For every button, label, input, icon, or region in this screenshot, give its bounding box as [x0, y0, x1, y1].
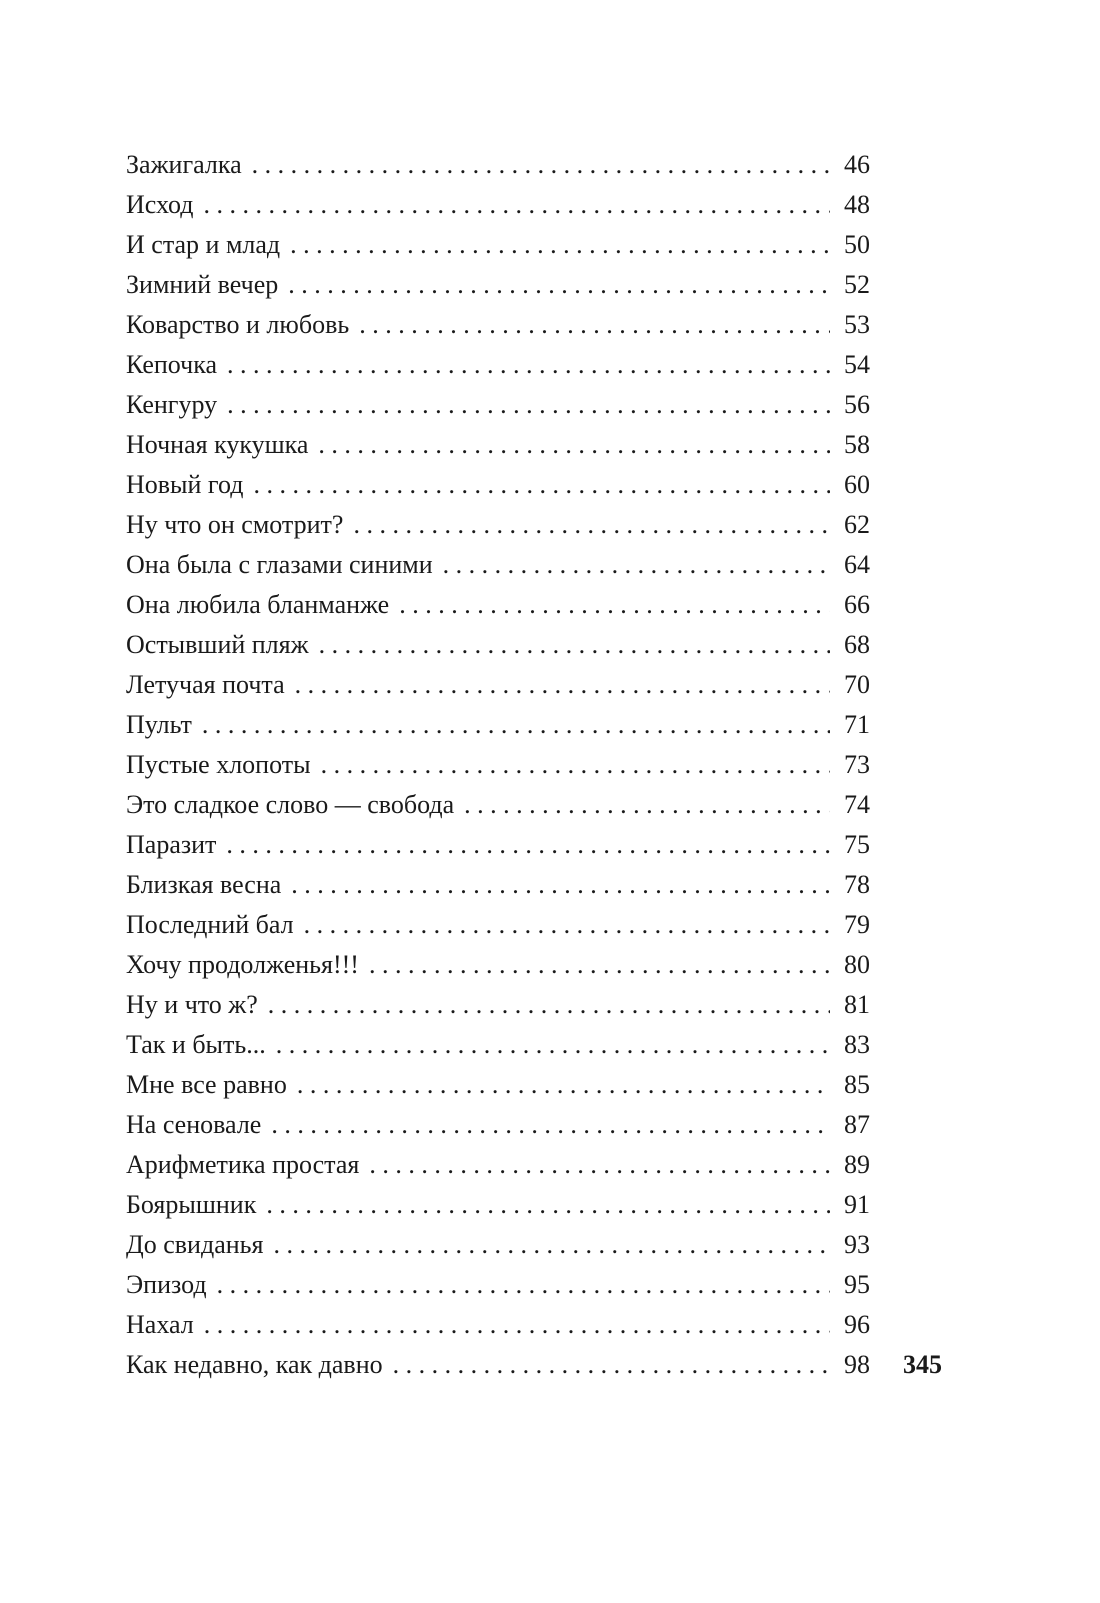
toc-entry-page: 78 — [844, 870, 870, 899]
toc-entry — [126, 545, 870, 585]
toc-entry-title: Как недавно, как давно — [126, 1350, 383, 1379]
toc-entry — [126, 505, 870, 545]
toc-entry-title: Боярышник — [126, 1190, 257, 1219]
toc-entry-page: 73 — [844, 750, 870, 779]
toc-entry-title: Последний бал — [126, 910, 294, 939]
toc-entry-title: Кенгуру — [126, 390, 218, 419]
toc-entry-title: Кепочка — [126, 350, 217, 379]
dot-leader — [321, 745, 830, 785]
toc-entry-page: 89 — [844, 1150, 870, 1179]
toc-entry — [126, 585, 870, 625]
toc-entry-title: Зимний вечер — [126, 270, 279, 299]
toc-entry-page: 70 — [844, 670, 870, 699]
dot-leader — [202, 705, 830, 745]
dot-leader — [399, 585, 830, 625]
toc-entry-title: Хочу продолженья!!! — [126, 950, 359, 979]
toc-entry — [126, 1145, 870, 1185]
toc-entry-title: Остывший пляж — [126, 630, 309, 659]
toc-entry-page: 95 — [844, 1270, 870, 1299]
toc-entry — [126, 705, 870, 745]
toc-entry — [126, 305, 870, 345]
dot-leader — [297, 1065, 830, 1105]
toc-entry-title: Пустые хлопоты — [126, 750, 311, 779]
page-number: 345 — [903, 1350, 942, 1379]
toc-entry — [126, 865, 870, 905]
dot-leader — [227, 385, 830, 425]
toc-entry — [126, 985, 870, 1025]
toc-entry-page: 98 — [844, 1350, 870, 1379]
toc-entry-page: 96 — [844, 1310, 870, 1339]
toc-entry-title: Пульт — [126, 710, 192, 739]
dot-leader — [291, 865, 830, 905]
toc-entry-title: Исход — [126, 190, 194, 219]
toc-entry-page: 56 — [844, 390, 870, 419]
dot-leader — [276, 1025, 830, 1065]
dot-leader — [318, 425, 830, 465]
toc-entry — [126, 345, 870, 385]
toc-entry — [126, 465, 870, 505]
dot-leader — [203, 185, 830, 225]
toc-entry-title: До свиданья — [126, 1230, 264, 1259]
toc-entry — [126, 1185, 870, 1225]
toc-entry-page: 74 — [844, 790, 870, 819]
dot-leader — [304, 905, 830, 945]
dot-leader — [266, 1185, 830, 1225]
toc-entry — [126, 1225, 870, 1265]
toc-entry-title: Эпизод — [126, 1270, 207, 1299]
toc-entry — [126, 385, 870, 425]
toc-entry-title: Ну и что ж? — [126, 990, 258, 1019]
dot-leader — [288, 265, 830, 305]
toc-entry-page: 71 — [844, 710, 870, 739]
toc-entry-page: 91 — [844, 1190, 870, 1219]
toc-entry-page: 54 — [844, 350, 870, 379]
dot-leader — [227, 345, 830, 385]
toc-entry-page: 50 — [844, 230, 870, 259]
toc-entry-page: 85 — [844, 1070, 870, 1099]
toc-entry-title: Коварство и любовь — [126, 310, 350, 339]
dot-leader — [359, 305, 830, 345]
dot-leader — [353, 505, 830, 545]
toc-entry-page: 58 — [844, 430, 870, 459]
toc-entry-title: Нахал — [126, 1310, 194, 1339]
dot-leader — [252, 145, 830, 185]
toc-entry — [126, 1265, 870, 1305]
toc-entry-page: 83 — [844, 1030, 870, 1059]
toc-entry-title: Мне все равно — [126, 1070, 287, 1099]
toc-entry-page: 79 — [844, 910, 870, 939]
toc-entry-title: Ну что он смотрит? — [126, 510, 344, 539]
toc-entry-page: 75 — [844, 830, 870, 859]
toc-entry-page: 62 — [844, 510, 870, 539]
dot-leader — [369, 1145, 830, 1185]
toc-entry-page: 46 — [844, 150, 870, 179]
toc-entry — [126, 225, 870, 265]
dot-leader — [369, 945, 830, 985]
toc-entry — [126, 745, 870, 785]
toc-entry-page: 66 — [844, 590, 870, 619]
toc-entry — [126, 785, 870, 825]
toc-entry — [126, 945, 870, 985]
toc-entry — [126, 1025, 870, 1065]
toc-entry — [126, 265, 870, 305]
dot-leader — [271, 1105, 830, 1145]
toc-entry-title: Зажигалка — [126, 150, 242, 179]
toc-entry-page: 52 — [844, 270, 870, 299]
toc-entry-title: Ночная кукушка — [126, 430, 309, 459]
toc-entry-title: Она любила бланманже — [126, 590, 390, 619]
toc-entry-page: 64 — [844, 550, 870, 579]
dot-leader — [464, 785, 830, 825]
toc-entry — [126, 905, 870, 945]
dot-leader — [393, 1345, 830, 1385]
dot-leader — [253, 465, 830, 505]
toc-entry-title: Паразит — [126, 830, 217, 859]
dot-leader — [295, 665, 830, 705]
toc-entry-title: Летучая почта — [126, 670, 285, 699]
toc-entry — [126, 425, 870, 465]
toc-entry — [126, 825, 870, 865]
dot-leader — [290, 225, 830, 265]
dot-leader — [268, 985, 830, 1025]
toc-entry — [126, 1305, 870, 1345]
toc-entry-page: 68 — [844, 630, 870, 659]
toc-entry-page: 48 — [844, 190, 870, 219]
toc-entry-title: Так и быть... — [126, 1030, 266, 1059]
toc-entry — [126, 1345, 870, 1385]
toc-entry-page: 80 — [844, 950, 870, 979]
toc-entry — [126, 185, 870, 225]
toc-entry-page: 81 — [844, 990, 870, 1019]
dot-leader — [217, 1265, 830, 1305]
toc-entry — [126, 145, 870, 185]
dot-leader — [319, 625, 830, 665]
dot-leader — [226, 825, 830, 865]
toc-entry — [126, 1065, 870, 1105]
toc-entry-page: 87 — [844, 1110, 870, 1139]
dot-leader — [443, 545, 830, 585]
toc-entry-title: Новый год — [126, 470, 244, 499]
toc-entry-page: 53 — [844, 310, 870, 339]
toc-entry-title: Арифметика простая — [126, 1150, 360, 1179]
table-of-contents — [126, 145, 870, 1385]
toc-entry — [126, 625, 870, 665]
toc-entry-title: Это сладкое слово — свобода — [126, 790, 455, 819]
toc-entry-title: Она была с глазами синими — [126, 550, 433, 579]
dot-leader — [273, 1225, 830, 1265]
toc-entry-title: И стар и млад — [126, 230, 281, 259]
toc-entry — [126, 665, 870, 705]
toc-entry — [126, 1105, 870, 1145]
toc-entry-title: Близкая весна — [126, 870, 282, 899]
toc-entry-page: 93 — [844, 1230, 870, 1259]
toc-entry-title: На сеновале — [126, 1110, 262, 1139]
toc-entry-page: 60 — [844, 470, 870, 499]
dot-leader — [204, 1305, 830, 1345]
